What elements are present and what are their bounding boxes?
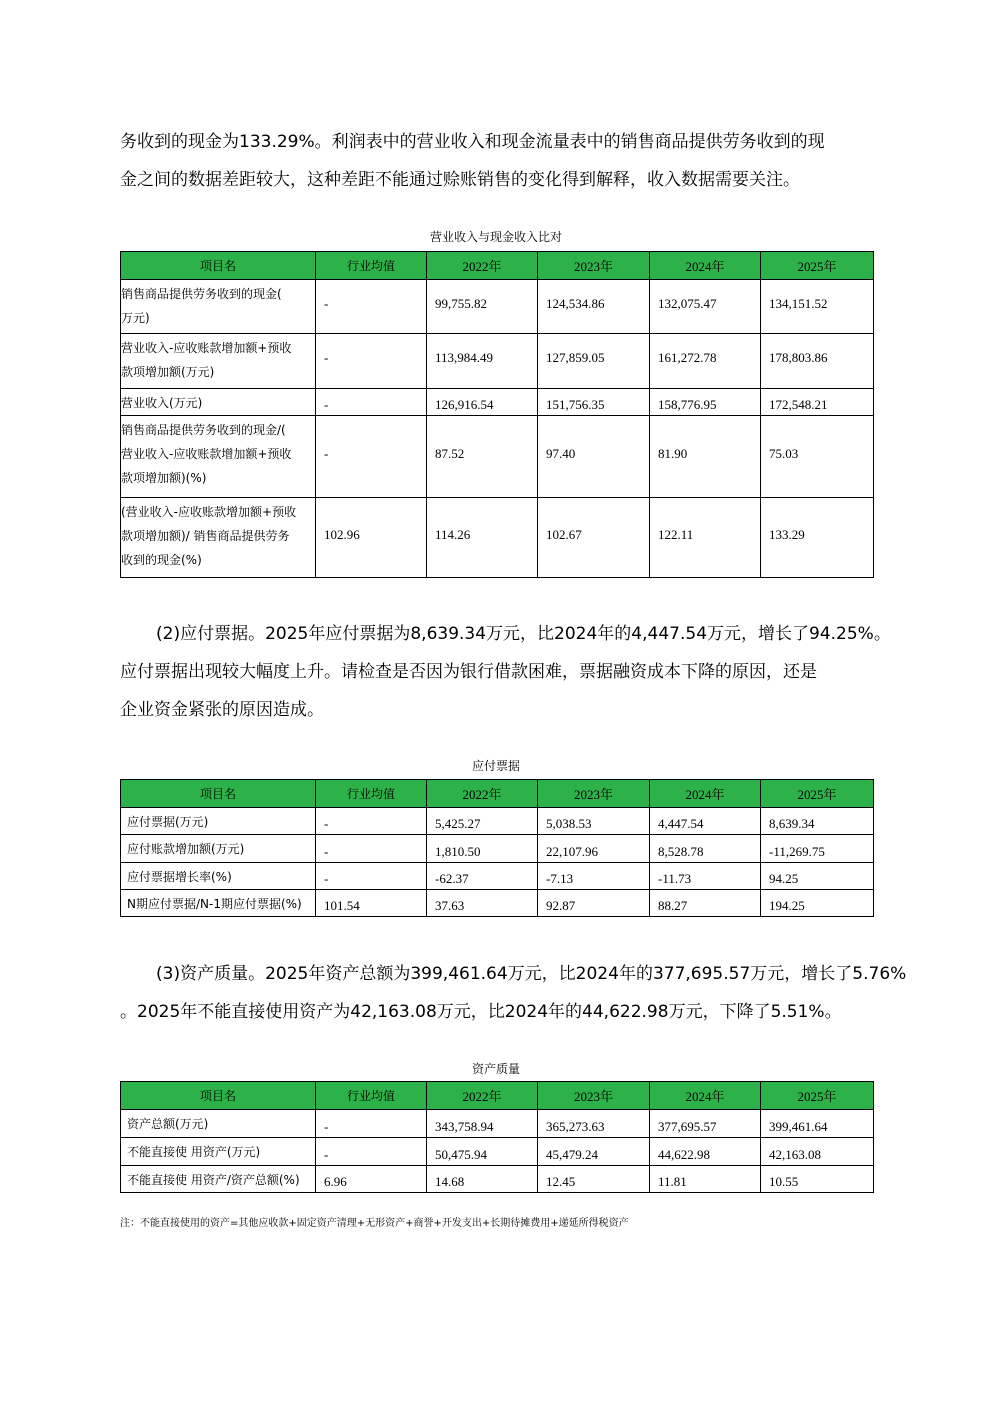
header-2022: 2022年 [427, 1082, 538, 1110]
footnote: 注：不能直接使用的资产=其他应收款+固定资产清理+无形资产+商誉+开发支出+长期待摊费用+递延所得税资产 [120, 1218, 629, 1229]
row-label: 应付票据增长率(%) [121, 863, 316, 890]
cell-2025: 75.03 [761, 416, 874, 498]
header-2024: 2024年 [650, 780, 761, 808]
cell-2024: 4,447.54 [650, 808, 761, 835]
row-label: 营业收入-应收账款增加额+预收 款项增加额(万元) [121, 334, 316, 389]
header-2024: 2024年 [650, 252, 761, 280]
table-row [121, 389, 874, 416]
cell-2023: 151,756.35 [538, 389, 650, 416]
cell-industry-avg: - [316, 389, 427, 416]
cell-2023: 127,859.05 [538, 334, 650, 389]
cell-2022: 50,475.94 [427, 1138, 538, 1166]
table2-caption: 应付票据 [471, 759, 520, 773]
cell-2023: 5,038.53 [538, 808, 650, 835]
cell-industry-avg: - [316, 334, 427, 389]
table-row [121, 498, 874, 578]
row-label: 销售商品提供劳务收到的现金( 万元) [121, 280, 316, 334]
table-row [121, 1166, 874, 1193]
cell-2022: 114.26 [427, 498, 538, 578]
row-label: 销售商品提供劳务收到的现金/( 营业收入-应收账款增加额+预收 款项增加额)(%) [121, 416, 316, 498]
row-label: 应付账款增加额(万元) [121, 835, 316, 863]
table-row [121, 808, 874, 835]
asset-quality-table [120, 1081, 874, 1193]
cell-2023: -7.13 [538, 863, 650, 890]
cell-2024: 81.90 [650, 416, 761, 498]
cell-2023: 102.67 [538, 498, 650, 578]
cell-2023: 45,479.24 [538, 1138, 650, 1166]
row-label: 应付票据(万元) [121, 808, 316, 835]
cell-2023: 22,107.96 [538, 835, 650, 863]
table-row [121, 416, 874, 498]
cell-industry-avg: - [316, 808, 427, 835]
row-label: (营业收入-应收账款增加额+预收 款项增加额)/ 销售商品提供劳务 收到的现金(%) [121, 498, 316, 578]
header-item-name: 项目名 [121, 780, 316, 808]
header-2023: 2023年 [538, 780, 650, 808]
header-2022: 2022年 [427, 780, 538, 808]
cell-2023: 365,273.63 [538, 1110, 650, 1138]
cell-2025: -11,269.75 [761, 835, 874, 863]
header-item-name: 项目名 [121, 252, 316, 280]
section3-line-1: (3)资产质量。2025年资产总额为399,461.64万元，比2024年的377,695.57万元，增长了5.76% [156, 964, 907, 984]
cell-2025: 10.55 [761, 1166, 874, 1193]
cell-industry-avg: - [316, 863, 427, 890]
cell-2023: 92.87 [538, 890, 650, 917]
intro-paragraph-line-1: 务收到的现金为133.29%。利润表中的营业收入和现金流量表中的销售商品提供劳务收到的现 [120, 132, 825, 152]
intro-paragraph-line-2: 金之间的数据差距较大，这种差距不能通过赊账销售的变化得到解释，收入数据需要关注。 [120, 170, 800, 190]
header-2025: 2025年 [761, 252, 874, 280]
cell-2025: 172,548.21 [761, 389, 874, 416]
cell-2024: 88.27 [650, 890, 761, 917]
table-header-row [121, 1082, 874, 1110]
cell-industry-avg: - [316, 835, 427, 863]
table3-caption: 资产质量 [471, 1062, 520, 1076]
row-label: 不能直接使 用资产/资产总额(%) [121, 1166, 316, 1193]
section2-line-1: (2)应付票据。2025年应付票据为8,639.34万元，比2024年的4,447.54万元，增长了94.25%。 [156, 624, 891, 644]
cell-2024: 11.81 [650, 1166, 761, 1193]
cell-2022: 113,984.49 [427, 334, 538, 389]
table-row [121, 890, 874, 917]
cell-2025: 194.25 [761, 890, 874, 917]
table-header-row [121, 780, 874, 808]
header-industry-avg: 行业均值 [316, 780, 427, 808]
section2-line-3: 企业资金紧张的原因造成。 [120, 700, 324, 720]
table-row [121, 1138, 874, 1166]
cell-2023: 124,534.86 [538, 280, 650, 334]
section3-line-2: 。2025年不能直接使用资产为42,163.08万元，比2024年的44,622.98万元，下降了5.51%。 [120, 1002, 842, 1022]
header-2023: 2023年 [538, 252, 650, 280]
cell-2024: 44,622.98 [650, 1138, 761, 1166]
table-row [121, 334, 874, 389]
table-row [121, 835, 874, 863]
cell-2022: 1,810.50 [427, 835, 538, 863]
cell-industry-avg: - [316, 1110, 427, 1138]
cell-2023: 97.40 [538, 416, 650, 498]
header-industry-avg: 行业均值 [316, 1082, 427, 1110]
cell-2024: 161,272.78 [650, 334, 761, 389]
row-label: 资产总额(万元) [121, 1110, 316, 1138]
cell-2022: 87.52 [427, 416, 538, 498]
header-2022: 2022年 [427, 252, 538, 280]
cell-2025: 134,151.52 [761, 280, 874, 334]
header-item-name: 项目名 [121, 1082, 316, 1110]
table-row [121, 1110, 874, 1138]
cell-2022: 5,425.27 [427, 808, 538, 835]
cell-industry-avg: 102.96 [316, 498, 427, 578]
cell-2024: 132,075.47 [650, 280, 761, 334]
cell-2022: 126,916.54 [427, 389, 538, 416]
cell-industry-avg: - [316, 416, 427, 498]
cell-industry-avg: 101.54 [316, 890, 427, 917]
cell-2024: 122.11 [650, 498, 761, 578]
cell-industry-avg: 6.96 [316, 1166, 427, 1193]
cell-2025: 399,461.64 [761, 1110, 874, 1138]
table1-caption: 营业收入与现金收入比对 [429, 230, 562, 244]
header-2025: 2025年 [761, 780, 874, 808]
cell-2024: 158,776.95 [650, 389, 761, 416]
cell-2024: 8,528.78 [650, 835, 761, 863]
row-label: 营业收入(万元) [121, 389, 316, 416]
cell-2025: 8,639.34 [761, 808, 874, 835]
table-row [121, 863, 874, 890]
notes-payable-table [120, 779, 874, 917]
cell-2022: -62.37 [427, 863, 538, 890]
header-2025: 2025年 [761, 1082, 874, 1110]
cell-industry-avg: - [316, 1138, 427, 1166]
header-industry-avg: 行业均值 [316, 252, 427, 280]
cell-2025: 133.29 [761, 498, 874, 578]
cell-2022: 37.63 [427, 890, 538, 917]
cell-2024: -11.73 [650, 863, 761, 890]
table-row [121, 280, 874, 334]
row-label: 不能直接使 用资产(万元) [121, 1138, 316, 1166]
cell-2024: 377,695.57 [650, 1110, 761, 1138]
cell-2025: 42,163.08 [761, 1138, 874, 1166]
cell-industry-avg: - [316, 280, 427, 334]
cell-2022: 99,755.82 [427, 280, 538, 334]
section2-line-2: 应付票据出现较大幅度上升。请检查是否因为银行借款困难，票据融资成本下降的原因，还是 [120, 662, 817, 682]
row-label: N期应付票据/N-1期应付票据(%) [121, 890, 316, 917]
cell-2025: 94.25 [761, 863, 874, 890]
cell-2025: 178,803.86 [761, 334, 874, 389]
cell-2022: 343,758.94 [427, 1110, 538, 1138]
cell-2022: 14.68 [427, 1166, 538, 1193]
header-2024: 2024年 [650, 1082, 761, 1110]
revenue-cash-table [120, 251, 874, 578]
header-2023: 2023年 [538, 1082, 650, 1110]
cell-2023: 12.45 [538, 1166, 650, 1193]
table-header-row [121, 252, 874, 280]
